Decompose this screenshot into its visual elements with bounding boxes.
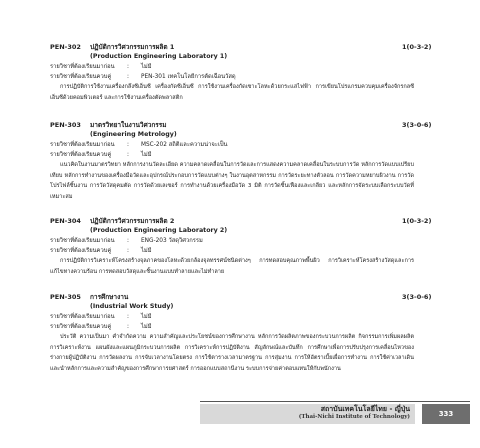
prerequisite-value: ENG-203 วัสดุวิศวกรรม xyxy=(141,238,203,244)
course-title-en: (Production Engineering Laboratory 2) xyxy=(90,227,228,234)
course-credit: 3(3-0-6) xyxy=(402,293,432,301)
course-heading xyxy=(50,120,432,130)
prerequisite-label: รายวิชาที่ต้องเรียนมาก่อน xyxy=(50,142,115,148)
colon-separator: : xyxy=(127,324,129,330)
institute-name-th: สถาบันเทคโนโลยีไทย - ญี่ปุ่น xyxy=(320,404,410,413)
course-credit: 1(0-3-2) xyxy=(402,217,432,225)
corequisite-value: ไม่มี xyxy=(141,152,152,158)
course-pen-304 xyxy=(50,216,432,277)
prerequisite-value: ไม่มี xyxy=(141,64,152,70)
institute-name-en: (Thai-Nichi Institute of Technology) xyxy=(298,414,410,420)
corequisite-label: รายวิชาที่ต้องเรียนควบคู่ xyxy=(50,74,112,80)
course-code: PEN-302 xyxy=(50,43,81,51)
course-code: PEN-303 xyxy=(50,121,81,129)
prerequisite-value: MSC-202 สถิติและความน่าจะเป็น xyxy=(141,142,228,148)
page-footer xyxy=(200,401,472,425)
course-title-th: การศึกษางาน xyxy=(90,293,129,301)
course-title-th: มาตรวิทยาในงานวิศวกรรม xyxy=(90,121,167,129)
prerequisite-label: รายวิชาที่ต้องเรียนมาก่อน xyxy=(50,64,115,70)
course-description: ประวัติ ความเป็นมา คำจำกัดความ ความสำคัญและประโยชน์ของการศึกษางาน หลักการวัดผลิตภาพของกระบวนการผลิต กิจกรรมการเพิ่มผลผลิต การวิเคราะห์งาน แผนผังและแผนภูมิกระบวนการผลิต การวิเคราะห์การปฏิบัติงาน สัญลักษณ์และบันทึก การศึกษาเพื่อการปรับปรุงการเคลื่อนไหวของร่างกายผู้ปฏิบัติงาน การวัดผลงาน การจับเวลางานโดยตรง การใช้ตารางเวลามาตรฐาน การสุ่มงาน การให้อัตราเบี้ยเผื่อการทำงาน การใช้ค่าเวลาเดิน และนำหลักการและความสำคัญของการศึกษาการยศาสตร์ การออกแบบสถานีงาน ระบบการจ่ายค่าตอบแทนให้กับพนักงาน xyxy=(50,334,414,372)
corequisite-label: รายวิชาที่ต้องเรียนควบคู่ xyxy=(50,248,112,254)
corequisite-value: ไม่มี xyxy=(141,324,152,330)
colon-separator: : xyxy=(127,142,129,148)
corequisite-label: รายวิชาที่ต้องเรียนควบคู่ xyxy=(50,324,112,330)
prerequisite-row xyxy=(50,312,410,322)
colon-separator: : xyxy=(127,314,129,320)
prerequisite-label: รายวิชาที่ต้องเรียนมาก่อน xyxy=(50,314,115,320)
colon-separator: : xyxy=(127,64,129,70)
prerequisite-value: ไม่มี xyxy=(141,314,152,320)
course-credit: 1(0-3-2) xyxy=(402,43,432,51)
course-title-th: ปฏิบัติการวิศวกรรมการผลิต 1 xyxy=(90,43,175,51)
footer-divider xyxy=(200,401,470,402)
course-code: PEN-305 xyxy=(50,293,81,301)
prerequisite-row xyxy=(50,140,410,150)
colon-separator: : xyxy=(127,238,129,244)
course-title-en: (Industrial Work Study) xyxy=(90,303,174,310)
course-pen-303 xyxy=(50,120,432,202)
course-heading xyxy=(50,216,432,226)
corequisite-row xyxy=(50,246,410,256)
course-credit: 3(3-0-6) xyxy=(402,121,432,129)
course-heading xyxy=(50,292,432,302)
colon-separator: : xyxy=(127,152,129,158)
corequisite-row xyxy=(50,150,410,160)
colon-separator: : xyxy=(127,248,129,254)
course-pen-305 xyxy=(50,292,432,395)
corequisite-value: ไม่มี xyxy=(141,248,152,254)
corequisite-row xyxy=(50,322,410,332)
course-pen-302 xyxy=(50,42,432,103)
prerequisite-label: รายวิชาที่ต้องเรียนมาก่อน xyxy=(50,238,115,244)
course-code: PEN-304 xyxy=(50,217,81,225)
corequisite-value: PEN-301 เทคโนโลยีการตัดเฉือนวัสดุ xyxy=(141,74,236,80)
course-description: การปฏิบัติการใช้งานเครื่องกลึงซีเอ็นซี เครื่องกัดซีเอ็นซี การใช้งานเครื่องกัดเซาะโลหะด้วยกระแสไฟฟ้า การเขียนโปรแกรมควบคุมเครื่องจักรกลซีเอ็นซีด้วยคอมพิวเตอร์ และการใช้งานเครื่องตัดพลาสติก xyxy=(50,84,414,101)
page-number: 333 xyxy=(422,404,470,424)
corequisite-row xyxy=(50,72,410,82)
course-description: แนวคิดในงานมาตรวิทยา หลักการงานวัดละเอียด ความคลาดเคลื่อนในการวัดและการแสดงความคลาดเคลื่อนในระบบการวัด หลักการวัดแบบเปรียบเทียบ หลักการทำงานของเครื่องมือวัดและอุปกรณ์ประกอบการวัดแบบต่างๆ ในงานอุตสาหกรรม การวัดระยะทางตัวลอน การวัดความหยาบผิวงาน การวัดโปรไฟล์ชิ้นงาน การวัดวัสดุคมตัด การวัดด้วยเลเซอร์ การทำงานด้วยเครื่องมือวัด 3 มิติ การวัดชิ้นเฟืองและเกลียว และหลักการจัดระบบเลือกระบบวัดที่เหมาะสม xyxy=(50,162,414,200)
prerequisite-row xyxy=(50,236,410,246)
course-title-en: (Production Engineering Laboratory 1) xyxy=(90,53,228,60)
course-title-en: (Engineering Metrology) xyxy=(90,131,177,138)
course-title-th: ปฏิบัติการวิศวกรรมการผลิต 2 xyxy=(90,217,175,225)
course-description: การปฏิบัติการวิเคราะห์โครงสร้างจุลภาคของโลหะด้วยกล้องจุลทรรศน์ชนิดต่างๆ การทดสอบคุณภาพพื้นผิว การวิเคราะห์โครงสร้างวัสดุและการแก้ไขทางความร้อน การทดสอบวัสดุและชิ้นงานแบบทำลายและไม่ทำลาย xyxy=(50,258,414,275)
colon-separator: : xyxy=(127,74,129,80)
prerequisite-row xyxy=(50,62,410,72)
course-heading xyxy=(50,42,432,52)
corequisite-label: รายวิชาที่ต้องเรียนควบคู่ xyxy=(50,152,112,158)
